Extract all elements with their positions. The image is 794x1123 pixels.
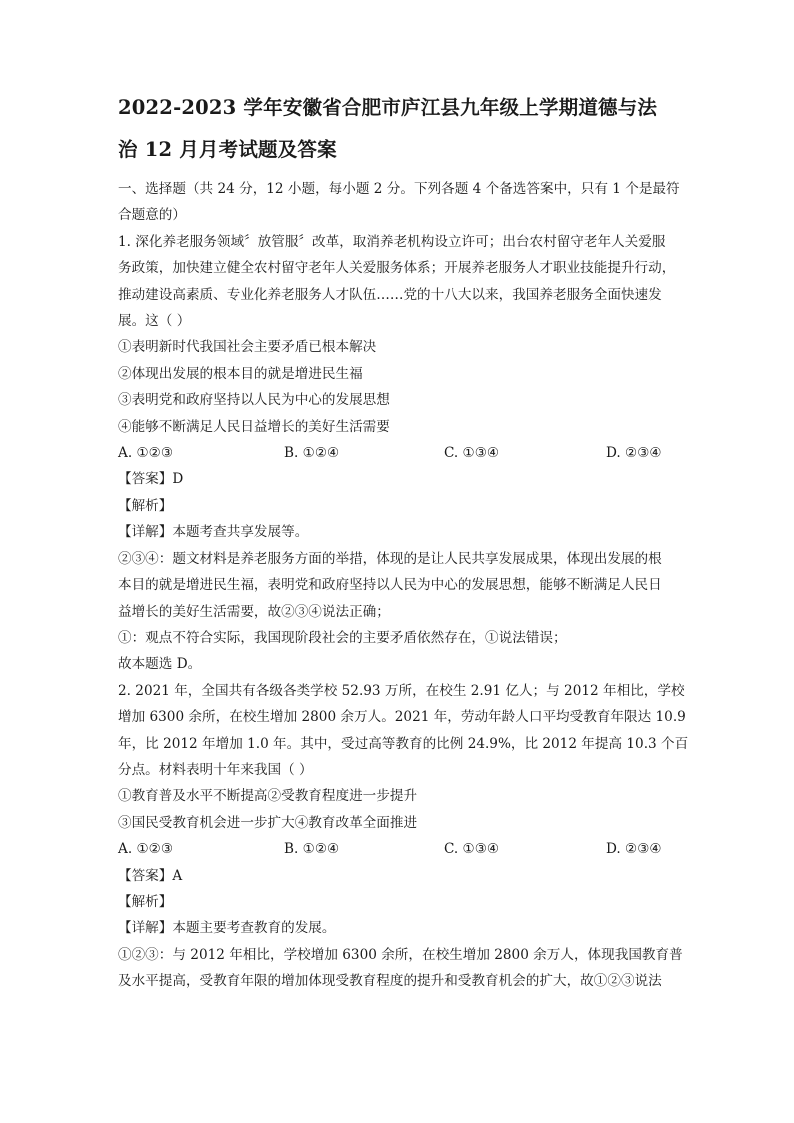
q2-detail: 【详解】本题主要考查教育的发展。 bbox=[118, 920, 336, 937]
q1-stem: 推动建设高素质、专业化养老服务人才队伍……党的十八大以来，我国养老服务全面快速发 bbox=[118, 286, 662, 303]
q1-explanation: ①：观点不符合实际，我国现阶段社会的主要矛盾依然存在，①说法错误； bbox=[118, 629, 567, 646]
q1-option-d: D. ②③④ bbox=[606, 445, 662, 462]
q1-stem: 务政策，加快建立健全农村留守老年人关爱服务体系；开展养老服务人才职业技能提升行动， bbox=[118, 260, 676, 277]
q1-explanation: 本目的就是增进民生福，表明党和政府坚持以人民为中心的发展思想，能够不断满足人民日 bbox=[118, 577, 662, 594]
q1-item-3: ③表明党和政府坚持以人民为中心的发展思想 bbox=[118, 392, 390, 409]
section-heading: 一、选择题（共 24 分，12 小题，每小题 2 分。下列各题 4 个备选答案中，只有 1 个是最符 bbox=[118, 181, 680, 197]
q1-option-c: C. ①③④ bbox=[444, 445, 500, 462]
q1-analysis-label: 【解析】 bbox=[118, 497, 173, 514]
question-2 bbox=[118, 678, 689, 995]
q1-option-a: A. ①②③ bbox=[118, 445, 174, 462]
q2-explanation: 及水平提高，受教育年限的增加体现受教育程度的提升和受教育机会的扩大，故①②③说法 bbox=[118, 973, 662, 990]
q1-stem: 展。这（ ） bbox=[118, 313, 191, 330]
q2-option-b: B. ①②④ bbox=[284, 841, 340, 858]
q2-item-1: ①教育普及水平不断提高②受教育程度进一步提升 bbox=[118, 788, 418, 805]
doc-title-line-1: 2022-2023 学年安徽省合肥市庐江县九年级上学期道德与法 bbox=[118, 96, 658, 119]
q1-item-2: ②体现出发展的根本目的就是增进民生福 bbox=[118, 365, 363, 382]
q1-item-1: ①表明新时代我国社会主要矛盾已根本解决 bbox=[118, 339, 377, 356]
q1-stem: 1. 深化养老服务领域〞放管服〞改革，取消养老机构设立许可；出台农村留守老年人关爱服 bbox=[118, 233, 666, 250]
q2-option-c: C. ①③④ bbox=[444, 841, 500, 858]
q2-explanation: ①②③：与 2012 年相比，学校增加 6300 余所，在校生增加 2800 余万人，体现我国教育普 bbox=[118, 946, 683, 963]
q1-conclusion: 故本题选 D。 bbox=[118, 656, 202, 673]
q1-item-4: ④能够不断满足人民日益增长的美好生活需要 bbox=[118, 418, 390, 435]
q1-explanation: ②③④：题文材料是养老服务方面的举措，体现的是让人民共享发展成果，体现出发展的根 bbox=[118, 550, 662, 567]
q2-option-d: D. ②③④ bbox=[606, 841, 662, 858]
q2-analysis-label: 【解析】 bbox=[118, 893, 173, 910]
doc-title-line-2: 治 12 月月考试题及答案 bbox=[118, 138, 337, 161]
q2-answer: 【答案】A bbox=[118, 867, 183, 884]
q2-stem: 增加 6300 余所，在校生增加 2800 余万人。2021 年，劳动年龄人口平均受教育年限达 10.9 bbox=[118, 709, 686, 726]
q2-item-2: ③国民受教育机会进一步扩大④教育改革全面推进 bbox=[118, 814, 418, 831]
q1-detail: 【详解】本题考查共享发展等。 bbox=[118, 524, 309, 541]
q1-explanation: 益增长的美好生活需要，故②③④说法正确； bbox=[118, 603, 390, 620]
q2-stem: 2. 2021 年，全国共有各级各类学校 52.93 万所，在校生 2.91 亿人；与 2012 年相比，学校 bbox=[118, 682, 685, 699]
q2-options bbox=[118, 836, 676, 862]
q2-option-a: A. ①②③ bbox=[118, 841, 174, 858]
q1-answer: 【答案】D bbox=[118, 471, 184, 488]
q2-stem: 年，比 2012 年增加 1.0 年。其中，受过高等教育的比例 24.9%，比 2012 年提高 10.3 个百 bbox=[118, 735, 689, 752]
q1-option-b: B. ①②④ bbox=[284, 445, 340, 462]
section-heading-cont: 合题意的） bbox=[118, 207, 186, 224]
question-1 bbox=[118, 229, 676, 678]
q1-options bbox=[118, 440, 676, 466]
q2-stem: 分点。材料表明十年来我国（ ） bbox=[118, 761, 313, 778]
